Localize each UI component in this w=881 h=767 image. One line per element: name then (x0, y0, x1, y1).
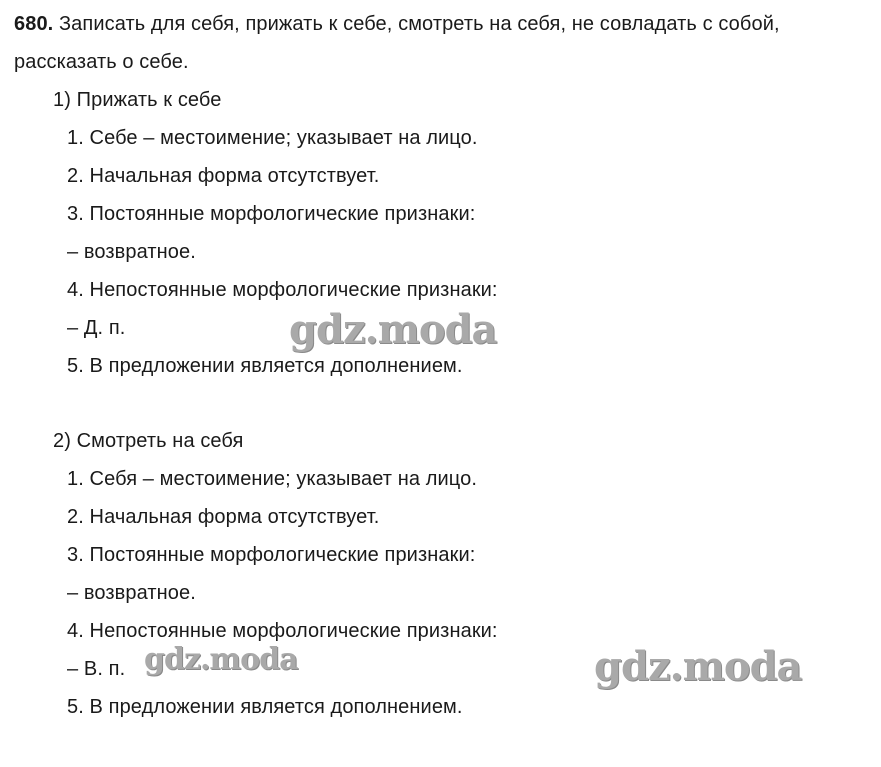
part2-item-5: 4. Непостоянные морфологические признаки: (67, 620, 498, 642)
part2-heading: 2) Смотреть на себя (53, 430, 244, 452)
part1-item-1: 1. Себе – местоимение; указывает на лицо. (67, 127, 478, 149)
part1-item-6: – Д. п. (67, 317, 126, 339)
part1-heading: 1) Прижать к себе (53, 89, 222, 111)
task-line-1 (14, 12, 780, 36)
part2-item-1: 1. Себя – местоимение; указывает на лицо. (67, 468, 477, 490)
task-text-1: Записать для себя, прижать к себе, смотреть на себя, не совладать с собой, (53, 13, 780, 35)
part2-item-2: 2. Начальная форма отсутствует. (67, 506, 380, 528)
part2-item-4: – возвратное. (67, 582, 196, 604)
watermark-1: gdz.moda (289, 306, 497, 353)
task-line-2: рассказать о себе. (14, 51, 189, 73)
part2-item-7: 5. В предложении является дополнением. (67, 696, 463, 718)
watermark-2: gdz.moda (144, 642, 298, 677)
task-number: 680. (14, 13, 54, 35)
part1-item-4: – возвратное. (67, 241, 196, 263)
part1-item-5: 4. Непостоянные морфологические признаки: (67, 279, 498, 301)
part2-item-3: 3. Постоянные морфологические признаки: (67, 544, 476, 566)
part2-item-6: – В. п. (67, 658, 126, 680)
watermark-3: gdz.moda (594, 643, 802, 690)
part1-item-7: 5. В предложении является дополнением. (67, 355, 463, 377)
part1-item-3: 3. Постоянные морфологические признаки: (67, 203, 476, 225)
part1-item-2: 2. Начальная форма отсутствует. (67, 165, 380, 187)
